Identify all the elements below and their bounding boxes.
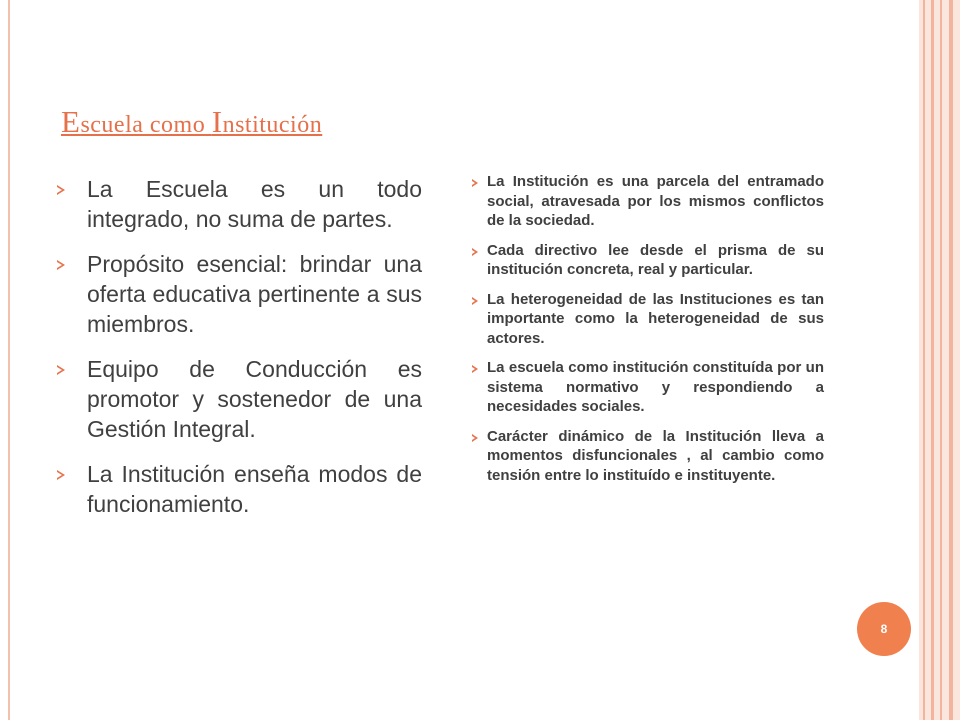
list-item-text: La escuela como institución constituída por un sistema normativo y respondiendo a necesidades sociales.	[487, 359, 824, 415]
list-item-text: Carácter dinámico de la Institución lleva a momentos disfuncionales , al cambio como tensión entre lo instituído e instituyente.	[487, 427, 824, 484]
title-text: scuela como	[80, 112, 212, 138]
arrow-bullet-icon	[472, 179, 478, 187]
frame-stripe	[931, 0, 934, 720]
list-item-text: Propósito esencial: brindar una oferta educativa pertinente a sus miembros.	[87, 251, 422, 337]
title-cap: I	[211, 104, 223, 139]
list-item-text: La Escuela es un todo integrado, no suma de partes.	[87, 176, 422, 232]
list-item-text: Equipo de Conducción es promotor y sostenedor de una Gestión Integral.	[87, 356, 422, 442]
list-item	[472, 172, 824, 231]
title-cap: E	[61, 104, 81, 139]
page-number-badge: 8	[857, 602, 911, 656]
frame-stripe	[923, 0, 925, 720]
arrow-bullet-icon	[472, 434, 478, 442]
frame-stripe	[940, 0, 942, 720]
left-frame-line	[8, 0, 10, 720]
list-item	[57, 249, 422, 339]
frame-stripe	[949, 0, 953, 720]
arrow-bullet-icon	[57, 365, 65, 375]
arrow-bullet-icon	[57, 470, 65, 480]
list-item	[472, 427, 824, 486]
arrow-bullet-icon	[472, 248, 478, 256]
arrow-bullet-icon	[472, 365, 478, 373]
arrow-bullet-icon	[57, 260, 65, 270]
list-item-text: La Institución enseña modos de funcionamiento.	[87, 461, 422, 517]
list-item	[472, 290, 824, 349]
list-item	[57, 174, 422, 234]
right-bullet-list	[472, 172, 824, 495]
list-item	[472, 358, 824, 417]
list-item	[57, 354, 422, 444]
arrow-bullet-icon	[57, 185, 65, 195]
slide-title	[61, 104, 322, 140]
list-item-text: La heterogeneidad de las Instituciones es tan importante como la heterogeneidad de sus actores.	[487, 290, 824, 347]
left-bullet-list	[57, 174, 422, 534]
list-item	[57, 459, 422, 519]
arrow-bullet-icon	[472, 297, 478, 305]
title-text: nstitución	[222, 112, 323, 138]
list-item	[472, 241, 824, 280]
list-item-text: La Institución es una parcela del entramado social, atravesada por los mismos conflictos de la sociedad.	[487, 173, 824, 229]
list-item-text: Cada directivo lee desde el prisma de su institución concreta, real y particular.	[487, 241, 824, 278]
